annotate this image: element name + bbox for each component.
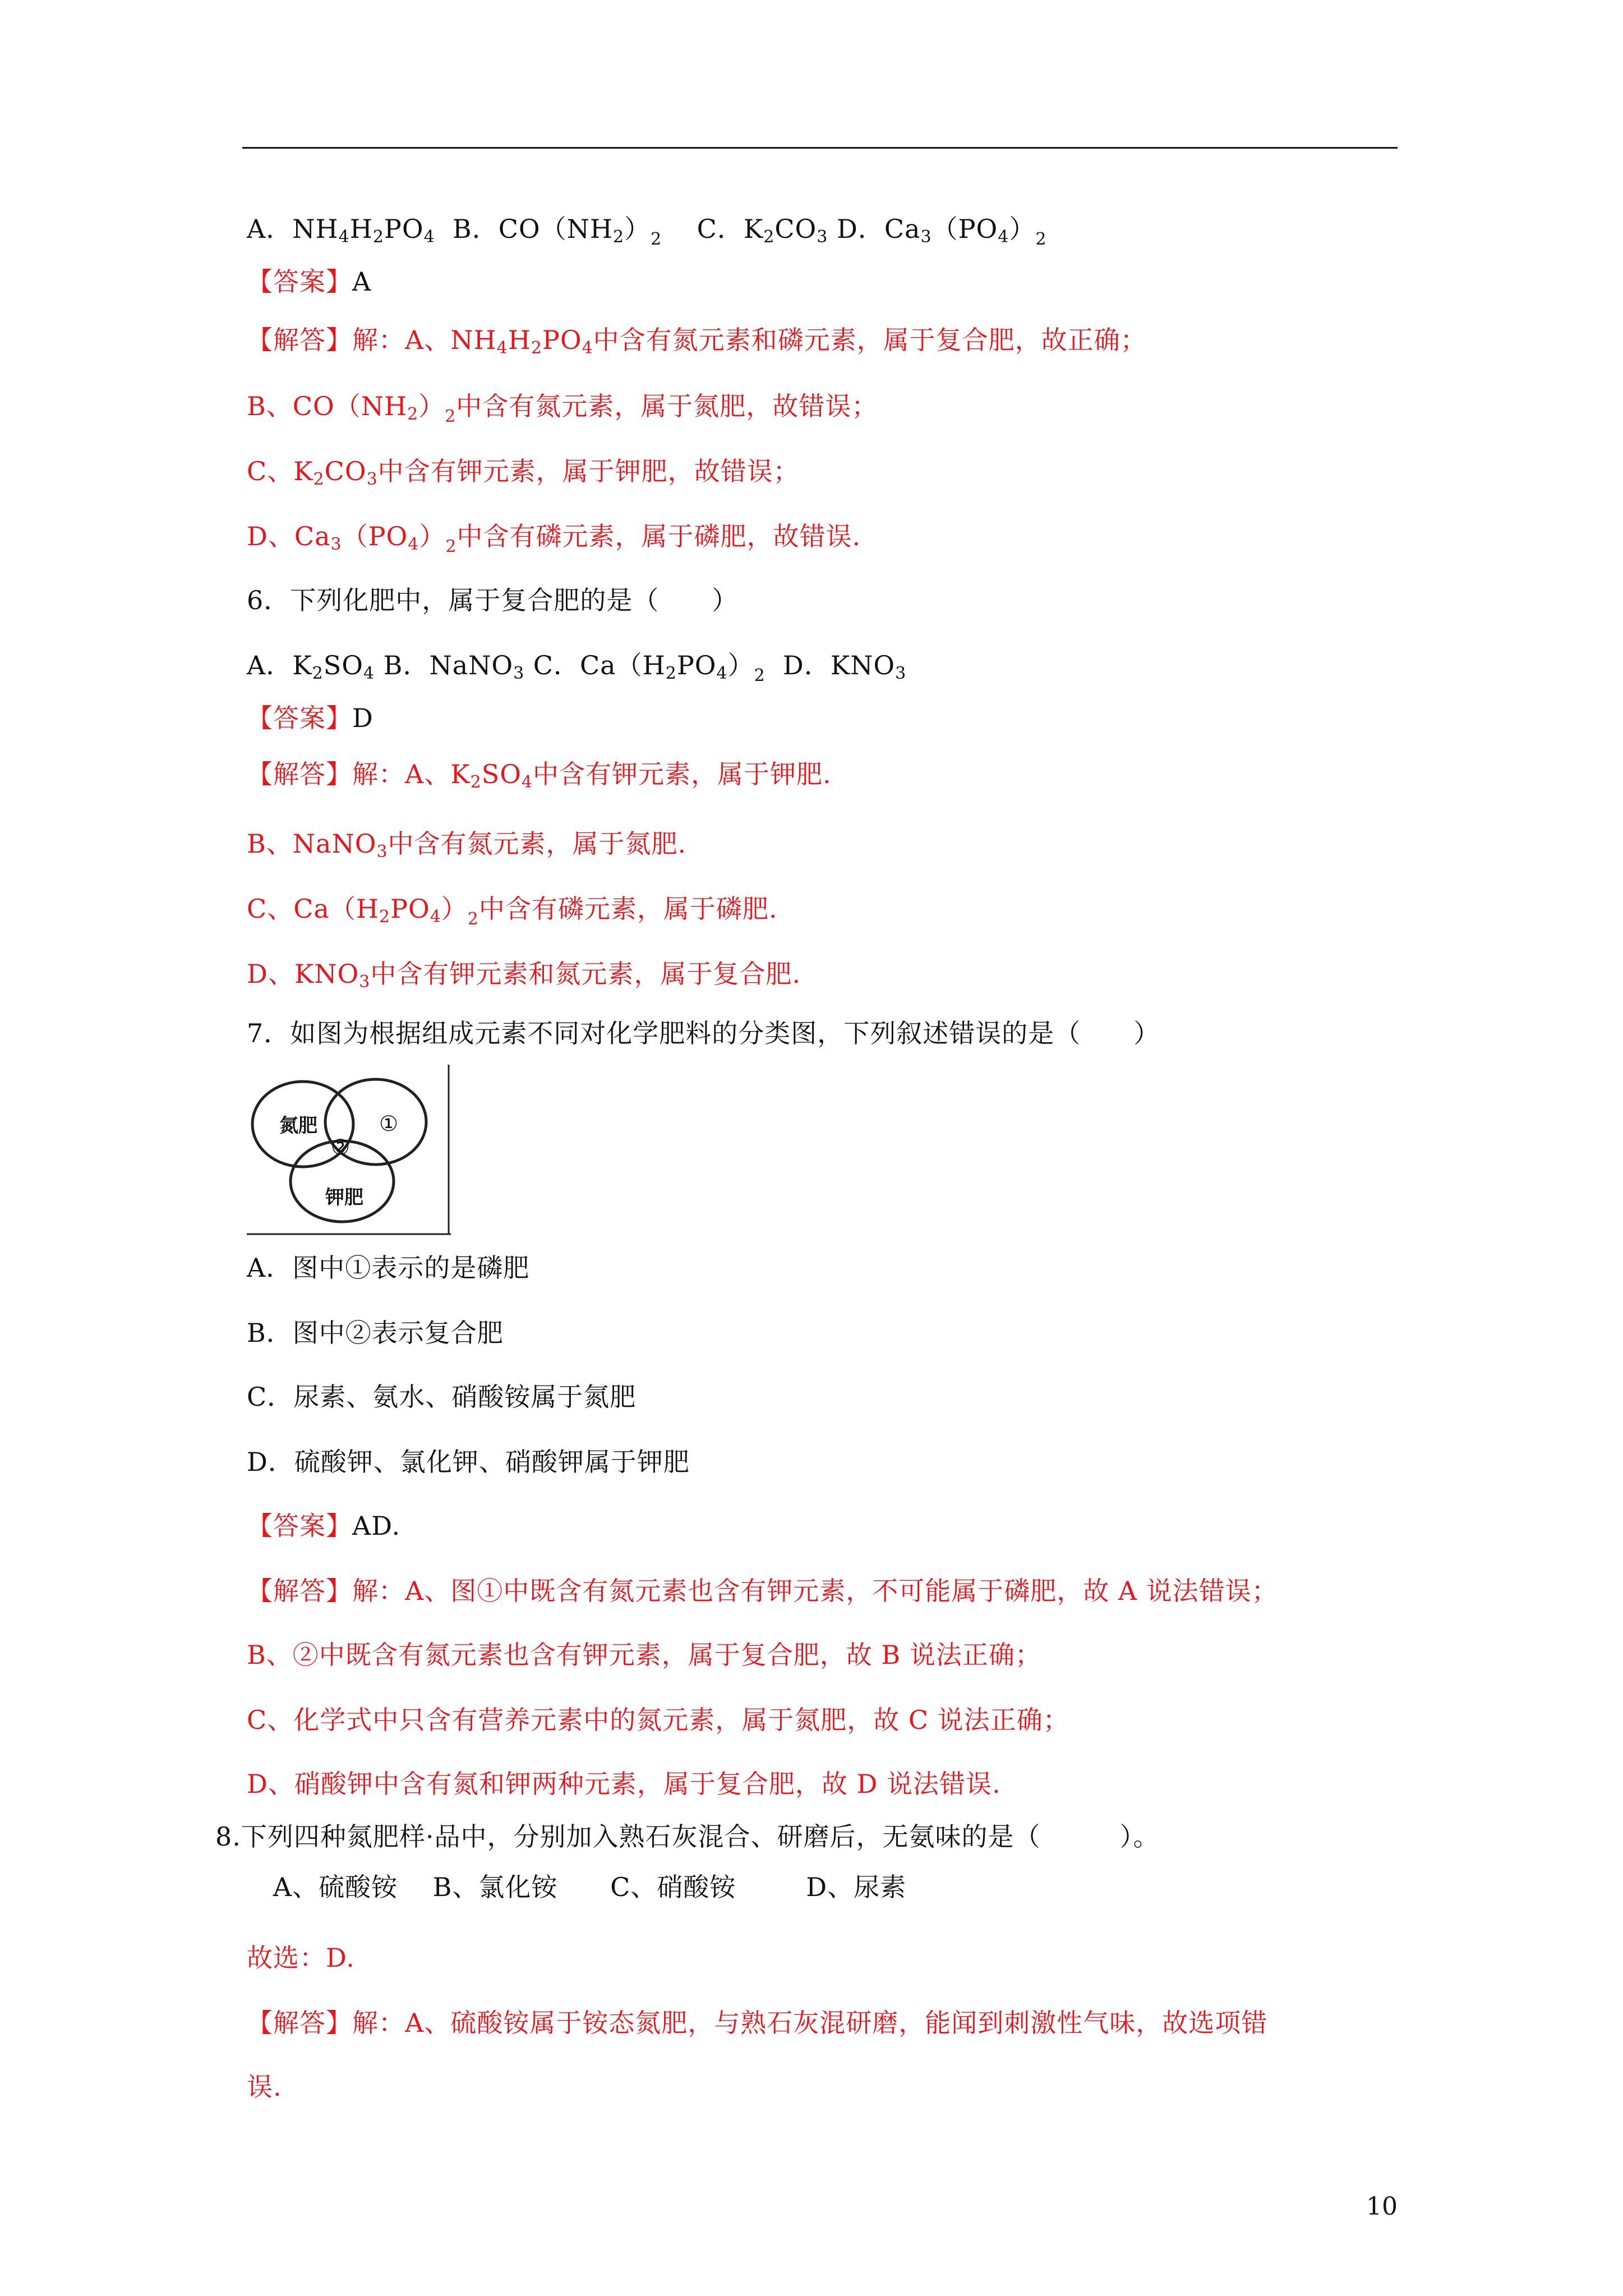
nitrogen-label: 氮肥 xyxy=(279,1115,317,1137)
q8-explanation-a: 【解答】解：A、硫酸铵属于铵态氮肥，与熟石灰混研磨，能闻到刺激性气味，故选项错 xyxy=(247,2008,1268,2038)
q6-stem: 6．下列化肥中，属于复合肥的是（ ） xyxy=(247,585,739,615)
q7-option-b: B．图中②表示复合肥 xyxy=(247,1318,504,1348)
q8-stem: 8.下列四种氮肥样·品中，分别加入熟石灰混合、研磨后，无氨味的是（ ）。 xyxy=(215,1821,1160,1852)
q5-explanation-c: C、$K_2CO_3$中含有钾元素，属于钾肥，故错误； xyxy=(247,456,800,489)
venn-diagram xyxy=(247,1065,451,1240)
header-rule xyxy=(242,147,1398,149)
q7-stem: 7．如图为根据组成元素不同对化学肥料的分类图，下列叙述错误的是（ ） xyxy=(247,1018,1160,1048)
q8-choice: 故选：D. xyxy=(247,1943,355,1973)
q7-option-a: A．图中①表示的是磷肥 xyxy=(247,1253,530,1283)
potassium-label: 钾肥 xyxy=(325,1186,363,1209)
q6-explanation-b: B、NaNO$_3$中含有氮元素，属于氮肥. xyxy=(247,829,687,862)
circle2-label: ② xyxy=(331,1135,351,1159)
q5-explanation-b: B、$CO(NH_2)_2$中含有氮元素，属于氮肥，故错误； xyxy=(247,391,878,426)
q7-explanation-b: B、②中既含有氮元素也含有钾元素，属于复合肥，故 B 说法正确； xyxy=(247,1640,1041,1670)
circle1-label: ① xyxy=(379,1111,399,1136)
q6-explanation-a: 【解答】解：A、$K_2SO_4$中含有钾元素，属于钾肥. xyxy=(247,759,832,792)
q8-explanation-cont: 误. xyxy=(247,2072,282,2102)
q7-option-c: C．尿素、氨水、硝酸铵属于氮肥 xyxy=(247,1382,637,1412)
q6-explanation-c: C、$Ca(H_2PO_4)_2$中含有磷元素，属于磷肥. xyxy=(247,894,778,929)
q6-answer: 【答案】D xyxy=(247,703,374,733)
q7-explanation-d: D、硝酸钾中含有氮和钾两种元素，属于复合肥，故 D 说法错误. xyxy=(247,1769,1001,1799)
q5-explanation-a: 【解答】解：A、$NH_4H_2PO_4$中含有氮元素和磷元素，属于复合肥，故正确； xyxy=(247,325,1147,358)
q7-answer: 【答案】AD. xyxy=(247,1511,401,1541)
q6-explanation-d: D、$KNO_3$中含有钾元素和氮元素，属于复合肥. xyxy=(247,959,801,992)
q6-options: A．$K_2SO_4$ B．NaNO$_3$ C．$Ca(H_2PO_4)_2$ D．$KNO_3$ xyxy=(247,650,907,685)
q5-options: A．$NH_4H_2PO_4$ B．$CO(NH_2)_2$ C．$K_2CO_3$ D．$Ca_3(PO_4)_2$ xyxy=(247,214,1047,249)
q5-answer: 【答案】A xyxy=(247,266,372,297)
q7-explanation-a: 【解答】解：A、图①中既含有氮元素也含有钾元素，不可能属于磷肥，故 A 说法错误； xyxy=(247,1576,1278,1606)
q7-option-d: D．硫酸钾、氯化钾、硝酸钾属于钾肥 xyxy=(247,1447,690,1477)
page-number: 10 xyxy=(1366,2192,1398,2221)
q5-explanation-d: D、$Ca_3(PO_4)_2$中含有磷元素，属于磷肥，故错误. xyxy=(247,521,861,556)
q8-options: A、硫酸铵 B、氯化铵 C、硝酸铵 D、尿素 xyxy=(247,1872,907,1902)
q7-explanation-c: C、化学式中只含有营养元素中的氮元素，属于氮肥，故 C 说法正确； xyxy=(247,1705,1069,1735)
